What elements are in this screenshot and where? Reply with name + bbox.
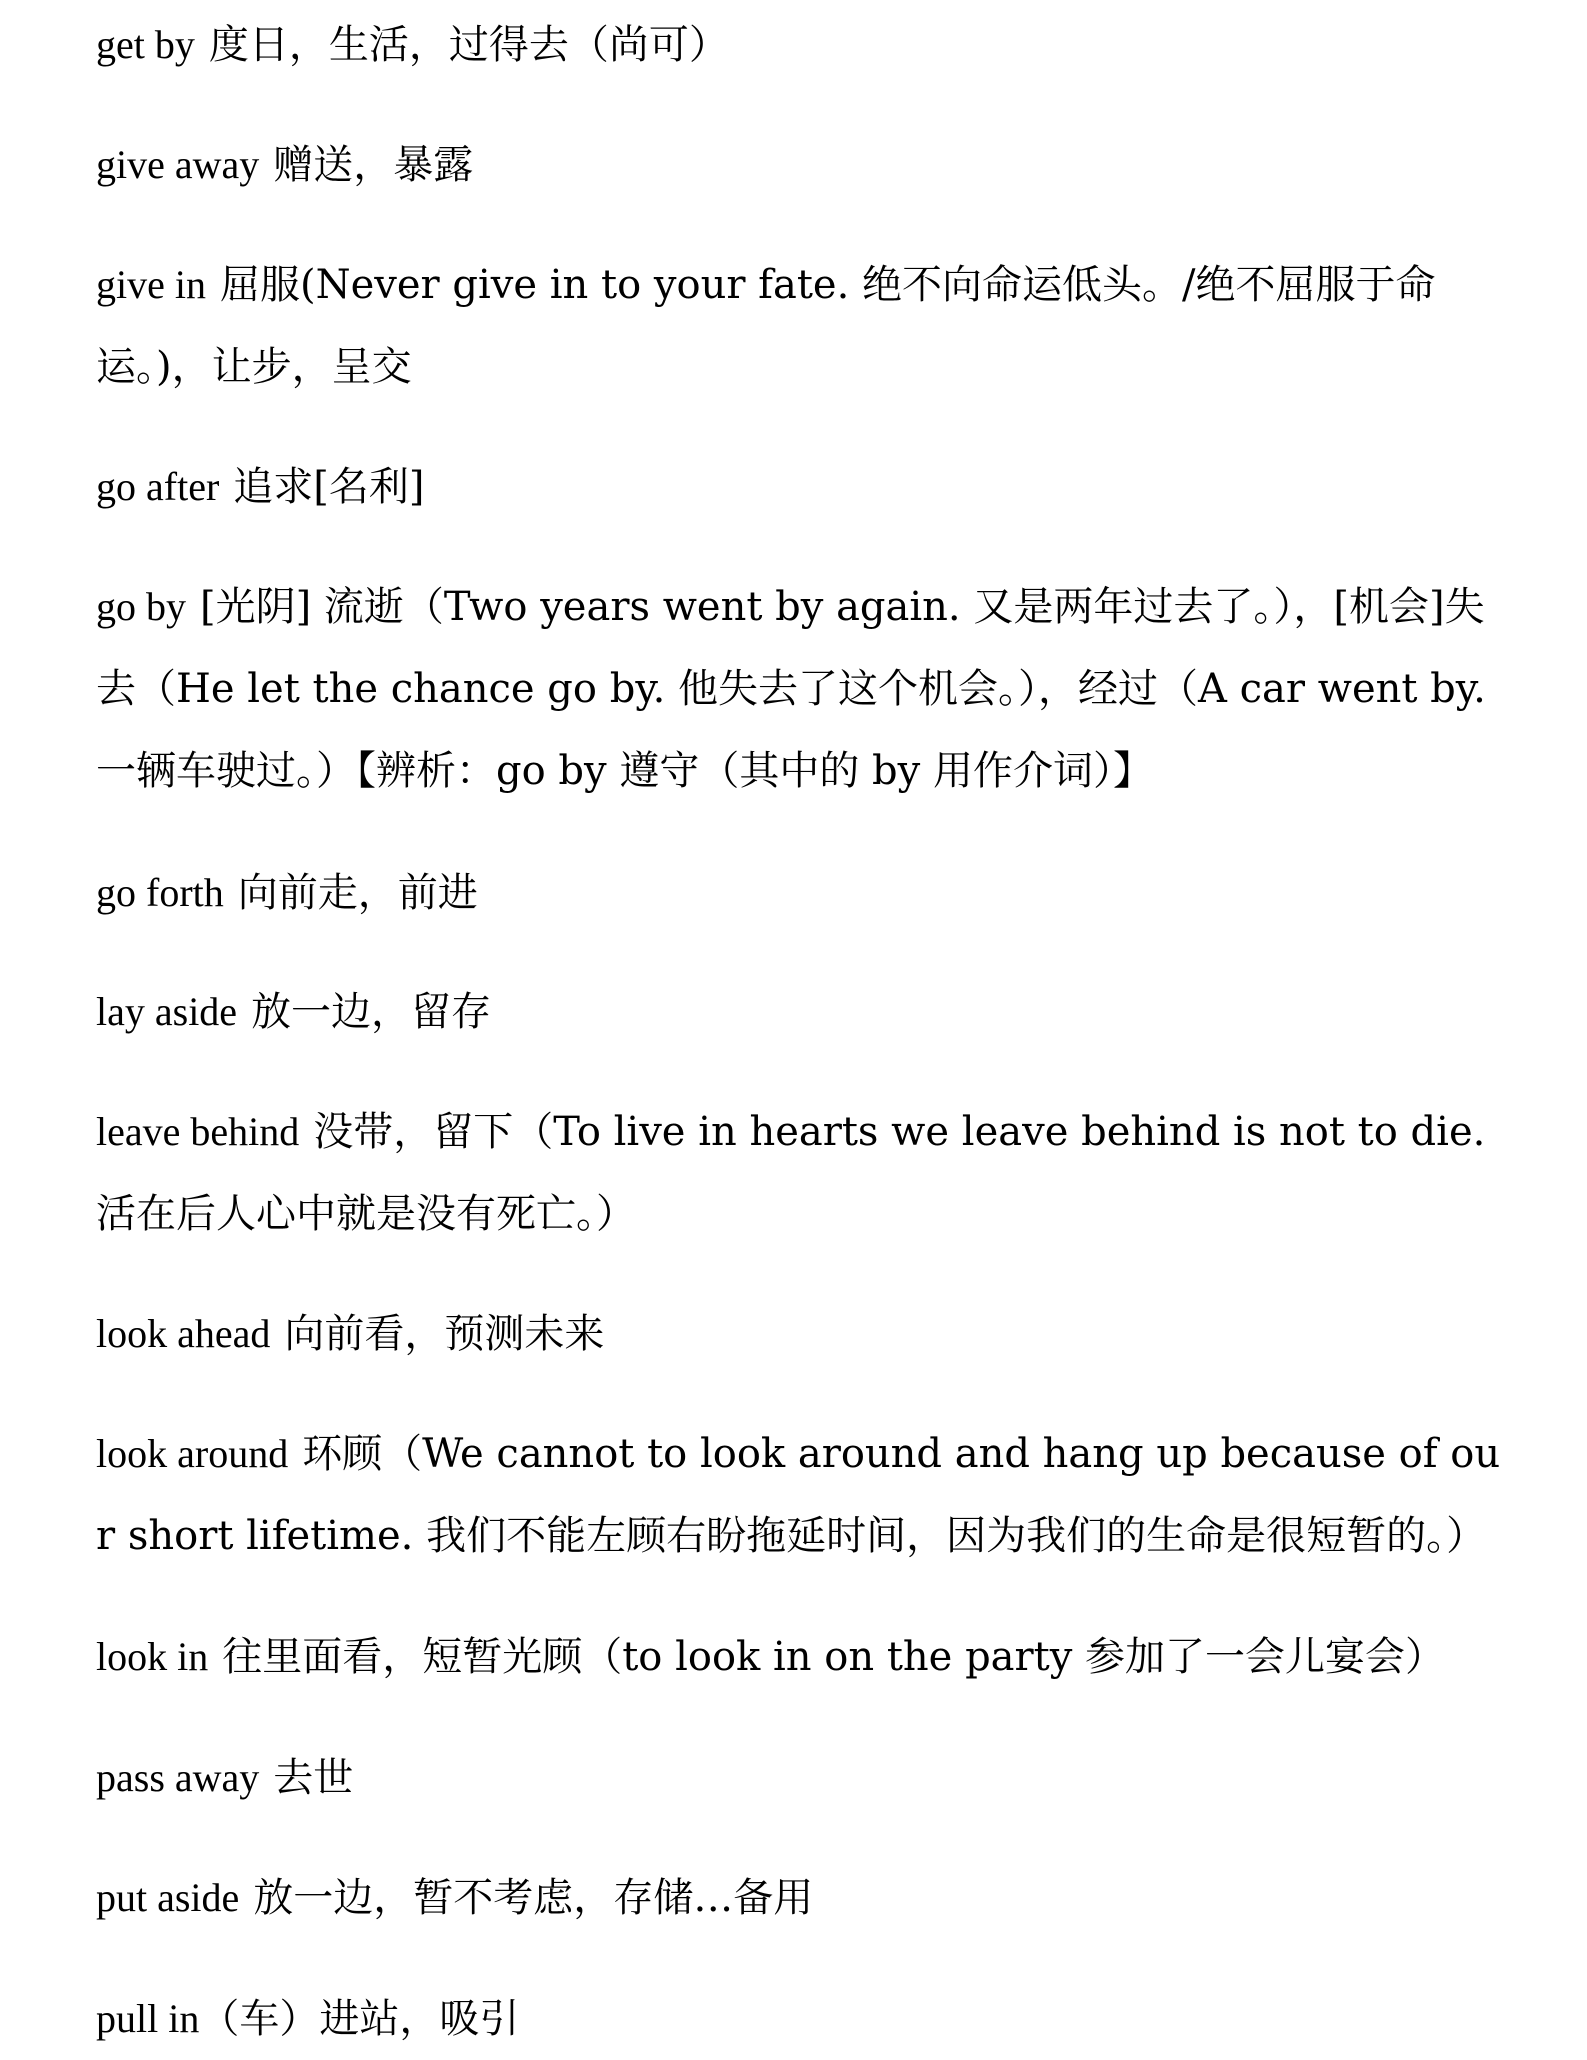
phrase-term: get by	[96, 22, 195, 67]
phrase-meaning: 向前走，前进	[237, 870, 478, 916]
phrase-meaning: 去世	[273, 1755, 354, 1801]
phrase-meaning: 没带，留下（To live in hearts we leave behind is not to die. 活在后人心中就是没有死亡。）	[96, 1109, 1486, 1237]
phrase-meaning: [光阴] 流逝（Two years went by again. 又是两年过去了。），[机会]失去（He let the chance go by. 他失去了这个机会。），经过（A car went by. 一辆车驶过。）【辨析：go by 遵守（其中的 by 用作介词）】	[96, 584, 1486, 794]
phrase-meaning: 屈服(Never give in to your fate. 绝不向命运低头。/绝不屈服于命运。)，让步，呈交	[96, 262, 1436, 390]
phrase-meaning: 往里面看，短暂光顾（to look in on the party 参加了一会儿宴会）	[222, 1634, 1446, 1680]
phrase-entry-look-around	[96, 1413, 1516, 1577]
phrase-entry-go-forth	[96, 852, 1516, 934]
phrase-meaning: 赠送，暴露	[273, 142, 474, 188]
phrase-meaning: 放一边，留存	[251, 989, 492, 1035]
phrase-entry-leave-behind	[96, 1091, 1516, 1255]
phrase-term: pull in	[96, 1996, 200, 2041]
phrase-term: give away	[96, 142, 260, 187]
phrase-entry-go-by	[96, 566, 1516, 812]
phrase-term: pass away	[96, 1755, 260, 1800]
phrase-entry-give-in	[96, 244, 1516, 408]
phrase-entry-give-away	[96, 124, 1516, 206]
phrase-meaning: 环顾（We cannot to look around and hang up because of our short lifetime. 我们不能左顾右盼拖延时间，因为我们的生命是很短暂的。）	[96, 1431, 1501, 1559]
phrase-entry-get-by	[96, 4, 1516, 86]
phrase-entry-pass-away	[96, 1737, 1516, 1819]
phrase-entry-put-aside	[96, 1857, 1516, 1939]
phrase-term: look ahead	[96, 1311, 271, 1356]
phrase-term: go forth	[96, 870, 224, 915]
phrase-term: put aside	[96, 1875, 240, 1920]
phrase-meaning: 追求[名利]	[233, 464, 425, 510]
phrase-entry-pull-in	[96, 1978, 1516, 2060]
phrase-entry-lay-aside	[96, 971, 1516, 1053]
phrase-term: look in	[96, 1634, 209, 1679]
phrase-entry-look-in	[96, 1616, 1516, 1698]
phrase-meaning: 度日，生活，过得去（尚可）	[208, 22, 729, 68]
phrase-term: leave behind	[96, 1109, 300, 1154]
phrase-meaning: 放一边，暂不考虑，存储…备用	[253, 1875, 814, 1921]
phrase-meaning: 向前看，预测未来	[284, 1311, 605, 1357]
phrase-term: lay aside	[96, 989, 238, 1034]
phrase-term: go by	[96, 584, 186, 629]
phrase-entry-go-after	[96, 446, 1516, 528]
phrase-term: go after	[96, 464, 220, 509]
phrase-entry-look-ahead	[96, 1293, 1516, 1375]
phrase-term: look around	[96, 1431, 289, 1476]
phrase-term: give in	[96, 262, 206, 307]
phrase-meaning: （车）进站，吸引	[199, 1996, 520, 2042]
